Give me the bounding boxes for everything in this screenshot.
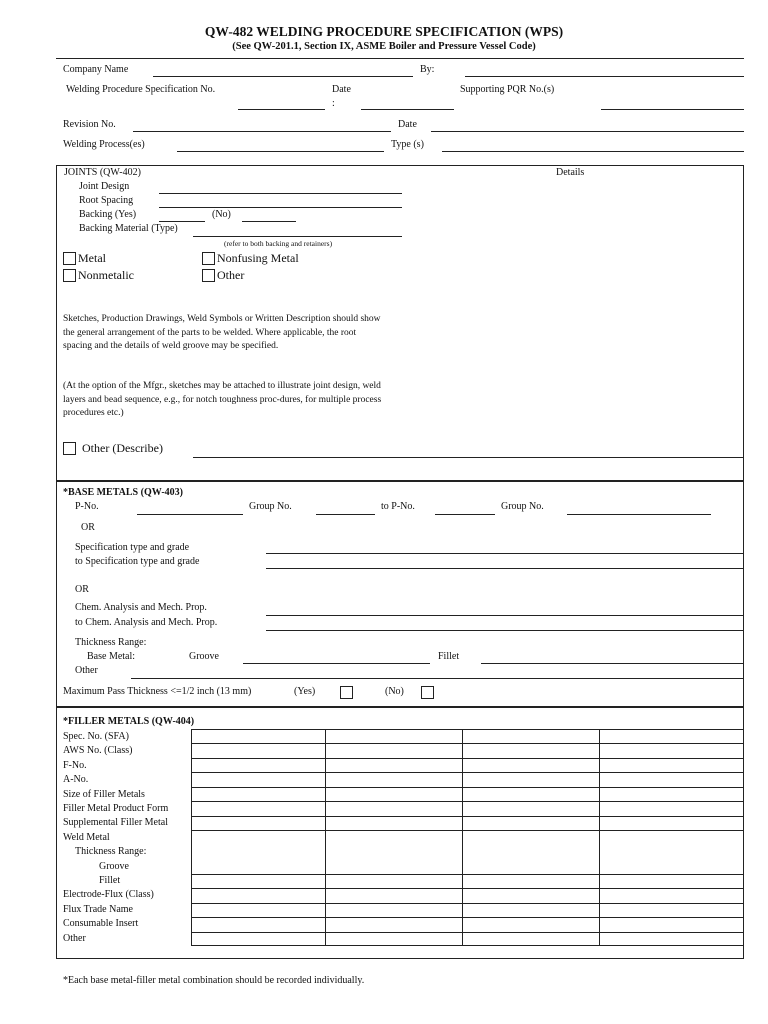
filler-grid [191,729,744,946]
filler-row-label: Electrode-Flux (Class) [63,889,154,901]
joint-design-label: Joint Design [79,181,130,192]
filler-row-label: Size of Filler Metals [63,788,145,800]
max-pass-no-checkbox[interactable] [421,686,434,699]
company-name-field[interactable] [153,76,413,77]
base-metal-label: Base Metal: [87,651,136,662]
header-rule [56,58,744,59]
max-pass-label: Maximum Pass Thickness <=1/2 inch (13 mm) [63,686,252,697]
filler-row-label: AWS No. (Class) [63,745,133,757]
backing-yes-field[interactable] [159,221,205,222]
filler-grid-row-line [191,758,744,759]
to-spec-type-label: to Specification type and grade [75,556,200,567]
filler-grid-row-line [191,932,744,933]
root-spacing-label: Root Spacing [79,195,134,206]
group-no-2-field[interactable] [567,514,711,515]
filler-grid-col-line [325,729,326,946]
max-pass-yes-checkbox[interactable] [340,686,353,699]
type-field[interactable] [442,151,744,152]
root-spacing-field[interactable] [159,207,402,208]
filler-row-label: Fillet [99,875,121,886]
filler-row-label: Consumable Insert [63,918,139,930]
p-no-label: P-No. [75,501,99,512]
other-describe-label: Other (Describe) [82,441,163,455]
backing-material-field[interactable] [193,236,402,237]
form-title: QW-482 WELDING PROCEDURE SPECIFICATION (WPS) [204,24,564,39]
to-p-no-label: to P-No. [381,501,415,512]
supporting-pqr-field[interactable] [601,109,744,110]
type-label: Type (s) [391,139,424,150]
filler-grid-col-line [462,729,463,946]
nonfusing-metal-label: Nonfusing Metal [217,251,299,265]
backing-material-label: Backing Material (Type) [79,223,178,234]
refer-note: (refer to both backing and retainers) [224,239,333,248]
wps-no-label: Welding Procedure Specification No. [66,84,216,95]
filler-metals-heading: *FILLER METALS (QW-404) [63,716,195,727]
to-chem-label: to Chem. Analysis and Mech. Prop. [75,617,218,628]
max-pass-no-label: (No) [385,686,404,697]
joint-other-checkbox[interactable] [202,269,215,282]
filler-grid-row-line [191,787,744,788]
chem-label: Chem. Analysis and Mech. Prop. [75,602,207,613]
revision-no-field[interactable] [133,131,391,132]
filler-grid-row-line [191,874,744,875]
p-no-field[interactable] [137,514,243,515]
metal-label: Metal [78,251,106,265]
welding-process-label: Welding Process(es) [63,139,145,150]
nonmetalic-checkbox[interactable] [63,269,76,282]
filler-grid-row-line [191,801,744,802]
backing-yes-label: Backing (Yes) [79,209,137,220]
filler-row-label: Weld Metal [63,831,110,843]
filler-grid-col-line [599,729,600,946]
date-field[interactable] [361,109,454,110]
sketch-instructions: Sketches, Production Drawings, Weld Symbols or Written Description should show the general arrangement of the parts to be welded. Where applicable, the root spacing and the details of weld groove may be specified. [63,314,381,351]
metal-checkbox[interactable] [63,252,76,265]
or-label-1: OR [81,522,95,533]
filler-grid-row-line [191,917,744,918]
revision-no-label: Revision No. [63,119,116,130]
backing-no-label: (No) [212,209,231,220]
group-no-label: Group No. [249,501,292,512]
nonfusing-metal-checkbox[interactable] [202,252,215,265]
group-no-2-label: Group No. [501,501,544,512]
max-pass-yes-label: (Yes) [294,686,316,697]
date-colon: : [332,98,335,109]
to-chem-field[interactable] [266,630,744,631]
supporting-pqr-label: Supporting PQR No.(s) [460,84,555,95]
footnote: *Each base metal-filler metal combination should be recorded individually. [63,975,365,986]
filler-grid-row-line [191,772,744,773]
fillet-field[interactable] [481,663,744,664]
filler-row-label: Flux Trade Name [63,903,133,915]
form-subtitle: (See QW-201.1, Section IX, ASME Boiler and Pressure Vessel Code) [232,41,536,52]
fillet-label: Fillet [438,651,460,662]
base-other-label: Other [75,665,98,676]
filler-row-label: A-No. [63,774,89,786]
filler-grid-row-line [191,743,744,744]
company-name-label: Company Name [63,64,129,75]
filler-row-label: F-No. [63,759,87,771]
to-p-no-field[interactable] [435,514,495,515]
group-no-field[interactable] [316,514,375,515]
other-describe-checkbox[interactable] [63,442,76,455]
to-spec-type-field[interactable] [266,568,744,569]
revision-date-field[interactable] [431,131,744,132]
filler-grid-row-line [191,888,744,889]
base-other-field[interactable] [131,678,744,679]
filler-row-label: Thickness Range: [75,846,147,858]
filler-row-label: Supplemental Filler Metal [63,817,168,829]
filler-row-label: Filler Metal Product Form [63,803,169,814]
filler-grid-row-line [191,903,744,904]
spec-type-label: Specification type and grade [75,542,190,553]
sketch-option-note: (At the option of the Mfgr., sketches may be attached to illustrate joint design, weld layers and bead sequence, e.g., for notch toughness proc-dures, for multiple process procedures etc.) [63,381,382,418]
base-metals-heading: *BASE METALS (QW-403) [63,487,184,498]
thickness-range-label: Thickness Range: [75,637,147,648]
filler-grid-row-line [191,816,744,817]
groove-field[interactable] [243,663,430,664]
or-label-2: OR [75,584,89,595]
other-describe-field[interactable] [193,457,744,458]
filler-row-label: Spec. No. (SFA) [63,731,129,742]
joint-design-field[interactable] [159,193,402,194]
groove-label: Groove [189,651,219,662]
backing-no-field[interactable] [242,221,296,222]
filler-row-label: Other [63,932,86,944]
filler-row-label: Groove [99,860,129,872]
joints-heading: JOINTS (QW-402) [64,167,141,178]
joint-other-label: Other [217,268,245,282]
filler-grid-row-line [191,830,744,831]
nonmetalic-label: Nonmetalic [78,268,134,282]
wps-no-field[interactable] [238,109,325,110]
by-label: By: [420,64,435,75]
spec-type-field[interactable] [266,553,744,554]
joints-details-label: Details [556,167,585,178]
by-field[interactable] [465,76,744,77]
revision-date-label: Date [398,119,417,130]
chem-field[interactable] [266,615,744,616]
date-label: Date [332,84,351,95]
welding-process-field[interactable] [177,151,384,152]
